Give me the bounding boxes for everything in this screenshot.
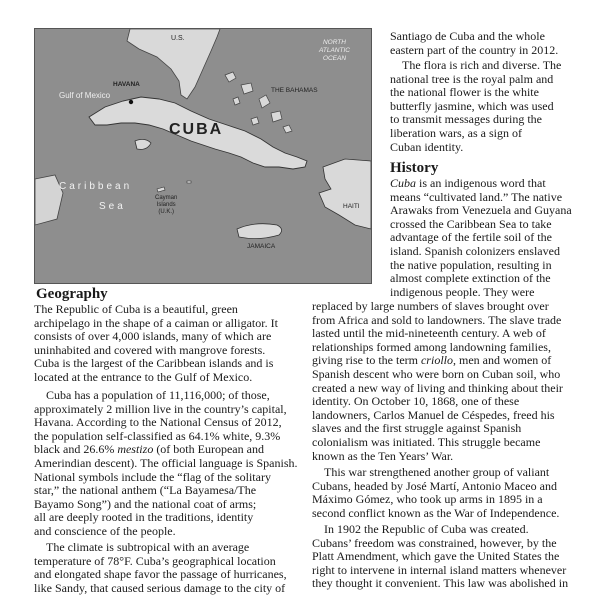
text-line: second conflict known as the War of Independence. (312, 505, 560, 520)
label-havana: HAVANA (113, 81, 140, 88)
text-line: Bayamo Song”) and the national coat of arms; (34, 496, 257, 511)
history-paragraph-1-narrow (390, 177, 572, 299)
text-line: Amerindian descent). The official language is Spanish. (34, 455, 298, 470)
havana-marker (129, 100, 133, 104)
text-line: Cuba has a population of 11,116,000; of those, (46, 388, 270, 402)
text-line: eastern part of the country in 2012. (390, 42, 559, 57)
text-line: indigenous people. They were (390, 284, 535, 299)
text-line: known as the Ten Years’ War. (312, 448, 454, 463)
label-us: U.S. (171, 35, 185, 42)
geography-paragraph-2 (34, 389, 297, 539)
label-cuba: CUBA (169, 121, 224, 138)
ocean-line-1: NORTH (322, 39, 346, 46)
text-line: lasted until the mid-nineteenth century. A web of (312, 326, 546, 341)
text-line: from Africa and sold to landowners. The slave trade (312, 312, 562, 327)
text-line: star,” the national anthem (“La Bayamesa/The (34, 483, 257, 498)
text-line: to transmit messages during the (390, 112, 542, 127)
ocean-line-3: OCEAN (322, 55, 347, 62)
cayman-line-2: Islands (156, 202, 176, 208)
text-line: the national flower is the white (390, 85, 539, 100)
cayman-line-3: (U.K.) (158, 209, 174, 215)
cayman-line-1: Cayman (155, 195, 178, 201)
history-paragraph-3 (312, 523, 568, 591)
text-line: The flora is rich and diverse. The (402, 58, 562, 72)
text-line: all are deeply rooted in the traditions, identity (34, 510, 254, 525)
text-line: created a new way of living and thinking about their (312, 380, 563, 395)
text-line: Cuba is an indigenous word that (390, 176, 546, 190)
text-line: consists of over 4,000 islands, many of which are (34, 329, 272, 344)
text-line: Cubans’ freedom was constrained, however, by the (312, 535, 557, 550)
history-paragraph-2 (312, 466, 559, 520)
label-gulf-of-mexico: Gulf of Mexico (59, 91, 111, 100)
geography-paragraph-3 (34, 541, 287, 595)
text-line: butterfly jasmine, which was used (390, 98, 554, 113)
text-line: uninhabited and covered with mangrove forests. (34, 342, 266, 357)
label-jamaica: JAMAICA (247, 243, 276, 250)
text-line: replaced by large numbers of slaves brought over (312, 299, 549, 313)
text-line: and elongated shape favor the passage of hurricanes, (34, 567, 287, 582)
text-line: slaves and the first struggle against Spanish (312, 421, 522, 436)
text-line: approximately 2 million live in the country’s capital, (34, 401, 287, 416)
text-line: black and 26.6% mestizo (of both European and (34, 442, 264, 457)
text-line: landowners, Carlos Manuel de Céspedes, freed his (312, 407, 555, 422)
text-line: The climate is subtropical with an average (46, 540, 250, 554)
text-line: The Republic of Cuba is a beautiful, green (34, 302, 238, 316)
text-line: temperature of 78°F. Cuba’s geographical location (34, 553, 276, 568)
text-line: identity. On October 10, 1868, one of these (312, 394, 520, 409)
cuba-map (34, 28, 372, 284)
text-line: liberation wars, as a sign of (390, 125, 522, 140)
geography-heading: Geography (36, 286, 108, 302)
label-sea: Sea (99, 201, 126, 212)
text-line: means “cultivated land.” The native (390, 189, 563, 204)
text-line: National symbols include the “flag of the solitary (34, 469, 271, 484)
text-line: colonialism was initiated. This struggle became (312, 434, 541, 449)
text-line: almost complete extinction of the (390, 271, 551, 286)
text-line: crossed the Caribbean Sea to take (390, 216, 552, 231)
text-line: located at the entrance to the Gulf of Mexico. (34, 369, 253, 384)
jamaica-island (237, 224, 282, 239)
history-heading: History (390, 160, 439, 176)
flora-paragraph (390, 59, 561, 154)
bahamas-islands (225, 72, 292, 133)
text-line: the native population, resulting in (390, 257, 552, 272)
label-caribbean: Caribbean (59, 181, 133, 192)
label-cayman-islands (155, 195, 177, 216)
text-line: archipelago in the shape of a caiman or alligator. It (34, 315, 278, 330)
label-bahamas: THE BAHAMAS (271, 87, 318, 94)
ocean-line-2: ATLANTIC (319, 47, 350, 54)
text-line: Arawaks from Venezuela and Guyana (390, 203, 572, 218)
text-line: like Sandy, that caused serious damage to the city of (34, 580, 286, 595)
text-line: Cubans, headed by José Martí, Antonio Maceo and (312, 478, 557, 493)
text-line: Havana. According to the National Census of 2012, (34, 415, 282, 430)
text-line: Cuba is the largest of the Caribbean islands and is (34, 356, 274, 371)
text-line: relationships formed among landowning families, (312, 339, 551, 354)
text-line: right to intervene in internal island matters whenever (312, 562, 567, 577)
history-paragraph-1-wide (312, 300, 563, 463)
map-graphic (35, 29, 371, 283)
flora-continuation (390, 30, 558, 57)
text-line: national tree is the royal palm and (390, 71, 554, 86)
text-line: Cuban identity. (390, 139, 464, 154)
text-line: advantage of the fertile soil of the (390, 230, 552, 245)
text-line: Santiago de Cuba and the whole (390, 29, 545, 43)
text-line: Máximo Gómez, who took up arms in 1895 in a (312, 492, 543, 507)
text-line: In 1902 the Republic of Cuba was created. (324, 522, 529, 536)
text-line: island. Spanish colonizers enslaved (390, 243, 560, 258)
label-haiti: HAITI (343, 203, 360, 210)
text-line: Spanish descent who were born on Cuban soil, who (312, 366, 561, 381)
label-north-atlantic-ocean (319, 39, 350, 63)
text-line: they thought it convenient. This law was abolished in (312, 576, 569, 591)
text-line: giving rise to the term criollo, men and women of (312, 353, 552, 368)
hispaniola-landmass (319, 159, 371, 229)
geography-paragraph-1 (34, 303, 278, 385)
text-line: and conscience of the people. (34, 523, 176, 538)
cayman-islands-shape (157, 181, 191, 192)
isla-de-la-juventud (135, 139, 151, 149)
text-line: Platt Amendment, which gave the United States the (312, 549, 560, 564)
text-line: the population self-classified as 64.1% white, 9.3% (34, 428, 281, 443)
text-line: This war strengthened another group of valiant (324, 465, 550, 479)
